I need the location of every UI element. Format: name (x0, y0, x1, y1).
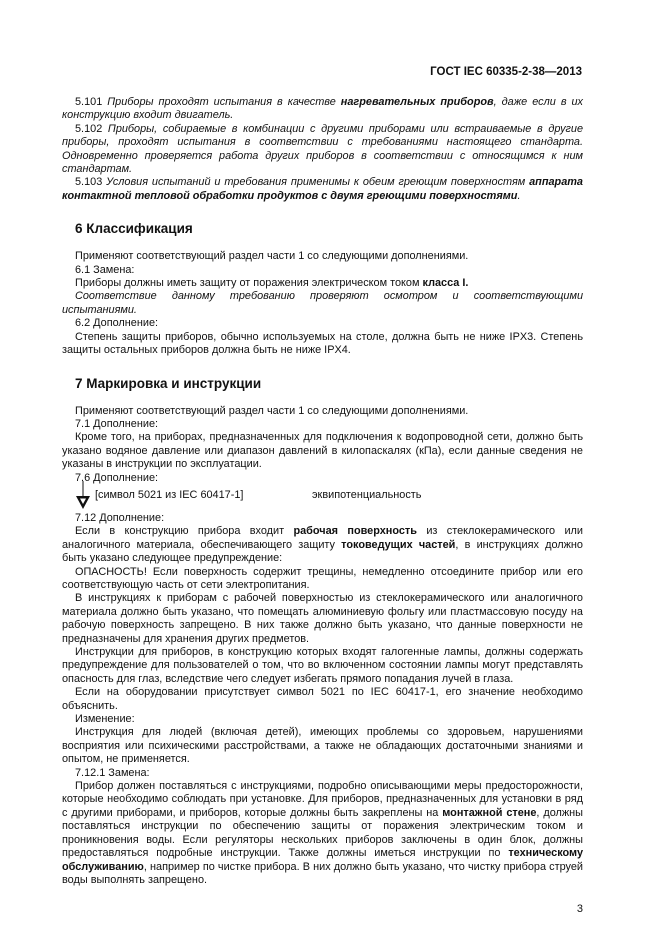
text-run: токоведущих частей (341, 538, 456, 551)
text-run: , должны поставляться инструкции по обеспечению защиты от поражения электрическим током и проникновения воды. Если регуляторы нескольких приборов заключены в один блок, должны предоставляться подробные инструкции. Также должны иметься инструкции по (62, 806, 583, 860)
text-run: 7.12 Дополнение: (75, 511, 165, 524)
symbol-meaning: эквипотенциальность (312, 488, 422, 501)
equipotentiality-symbol-row (62, 485, 583, 512)
section-heading (62, 221, 583, 237)
text-run: 7.1 Дополнение: (75, 417, 159, 430)
text-run: 7.12.1 Замена: (75, 766, 150, 779)
paragraph (62, 512, 583, 525)
paragraph (62, 592, 583, 646)
text-run: Приборы проходят испытания в качестве (107, 96, 341, 108)
paragraph (62, 726, 583, 766)
text-run: Кроме того, на приборах, предназначенных для подключения к водопроводной сети, должно быть указано водяное давление или диапазон давлений в килопаскалях (кПа), если данные сведения не указаны в инструкции по эксплуатации. (62, 431, 583, 471)
text-run: Инструкции для приборов, в конструкцию которых входят галогенные лампы, должны содержать предупреждение для пользователей о том, что во включенном состоянии лампы могут представлять опасность для глаз, вследствие чего следует избегать прямого попадания лучей в глаза. (62, 646, 583, 685)
text-run: 7.6 Дополнение: (75, 471, 159, 484)
text-run: В инструкциях к приборам с рабочей поверхностью из стеклокерамического или аналогичного материала должно быть указано, что помещать алюминиевую фольгу или пластмассовую посуду на рабочую поверхность запрещено. В них также должно быть указано, что данные поверхности не предназначены для хранения других предметов. (62, 592, 583, 645)
text-run: , например по чистке прибора. В них должно быть указано, что чистку прибора струей воды выполнять запрещено. (62, 860, 583, 886)
text-run: нагревательных приборов (340, 96, 494, 108)
paragraph (62, 780, 583, 887)
text-run: 7 Маркировка и инструкции (75, 375, 262, 391)
paragraph (62, 264, 583, 277)
paragraph (62, 525, 583, 565)
paragraph (62, 767, 583, 780)
text-run: Применяют соответствующий раздел части 1 со следующими дополнениями. (75, 250, 469, 263)
paragraph (62, 123, 583, 177)
text-run: 5.101 (75, 96, 108, 108)
document-body (62, 96, 583, 916)
paragraph (62, 405, 583, 418)
text-run: класса I. (422, 277, 469, 290)
text-run: , даже если в их конструкцию входит двигатель. (62, 96, 584, 122)
text-run: Изменение: (75, 713, 135, 726)
text-run: Инструкция для людей (включая детей), имеющих проблемы со здоровьем, нарушениями восприятия или психическими расстройствами, а также не обладающих достаточными знаниями и опытом, не применяется. (62, 726, 583, 766)
text-run: 6.2 Дополнение: (75, 317, 159, 330)
symbol-reference: [символ 5021 из IEC 60417-1] (95, 488, 244, 501)
paragraph (62, 176, 583, 203)
text-run: Приборы должны иметь защиту от поражения электрическом током (75, 277, 423, 290)
paragraph (62, 317, 583, 330)
text-run: 6.1 Замена: (75, 263, 135, 276)
text-run: Степень защиты приборов, обычно используемых на столе, должна быть не ниже IPX3. Степень защиты остальных приборов должна быть не ниже IPX4. (62, 330, 583, 357)
text-run: . (517, 189, 521, 202)
text-run: Условия испытаний и требования применимы к обеим греющим поверхностям (106, 176, 530, 189)
paragraph (62, 646, 583, 686)
text-run: Соответствие данному требованию проверяют осмотром и соответствующими испытаниями. (62, 290, 583, 316)
paragraph (62, 290, 583, 317)
paragraph (62, 431, 583, 471)
text-run: Если на оборудовании присутствует символ 5021 по IEC 60417-1, его значение необходимо объяснить. (62, 686, 583, 712)
paragraph (62, 686, 583, 713)
paragraph (62, 713, 583, 726)
text-run: техническому обслуживанию (62, 847, 583, 873)
text-run: , в инструкциях должно быть указано следующее предупреждение: (62, 538, 583, 565)
text-run: Прибор должен поставляться с инструкциями, подробно описывающими меры предосторожности, которые необходимо соблюдать при установке. Для приборов, предназначенных для установки в ряд с другими приборами, и приборов, которые должны быть закреплены на (62, 780, 583, 819)
text-run: Если в конструкцию прибора входит (75, 525, 294, 538)
paragraph (62, 418, 583, 431)
section-heading (62, 376, 583, 392)
text-run: аппарата контактной тепловой обработки продуктов с двумя греющими поверхностями (62, 176, 583, 202)
text-run: ОПАСНОСТЬ! Если поверхность содержит трещины, немедленно отсоедините прибор или его соответствующую часть от сети электропитания. (62, 565, 583, 591)
page-number: 3 (576, 903, 583, 916)
paragraph (62, 250, 583, 263)
paragraph (62, 566, 583, 593)
document-code-header: ГОСТ IEC 60335-2-38—2013 (430, 66, 582, 78)
text-run: Применяют соответствующий раздел части 1 со следующими дополнениями. (75, 404, 469, 417)
text-run: рабочая поверхность (293, 525, 417, 538)
paragraph (62, 472, 583, 485)
text-run: монтажной стене (442, 806, 537, 819)
paragraph (62, 331, 583, 358)
paragraph (62, 277, 583, 290)
text-run: Приборы, собираемые в комбинации с другими приборами или встраиваемые в другие приборы, проходят испытания в соответствии с требованиями настоящего стандарта. Одновременно проверяется работа других приборов в соответствии с относящимся к ним стандартам. (62, 122, 583, 176)
equipotentiality-icon (75, 481, 91, 511)
paragraph (62, 96, 583, 123)
text-run: 5.103 (75, 176, 107, 189)
text-run: 6 Классификация (75, 221, 193, 237)
text-run: 5.102 (75, 122, 108, 135)
text-run: из стеклокерамического или аналогичного материала, обеспечивающего защиту (62, 525, 583, 551)
